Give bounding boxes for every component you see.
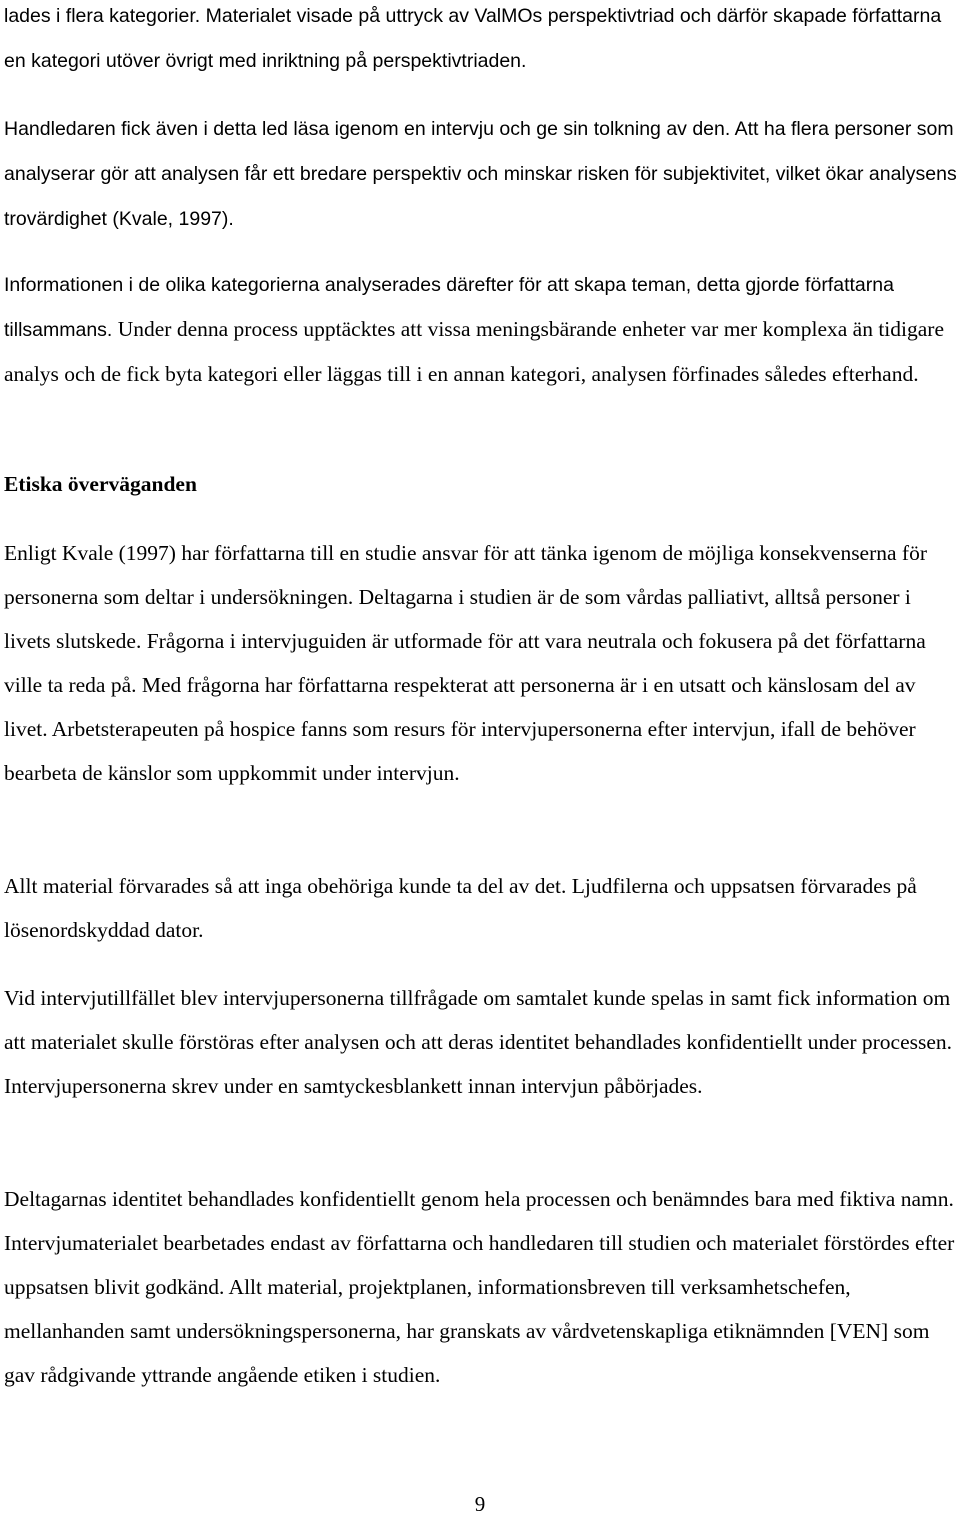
paragraph-supervisor — [4, 106, 958, 241]
paragraph-themes — [4, 262, 958, 396]
paragraph-confidentiality: Deltagarnas identitet behandlades konfidentiellt genom hela processen och benämndes bara med fiktiva namn. Intervjumaterialet bearbetades endast av författarna och handledaren till studien och materialet förstördes efter uppsatsen blivit godkänd. Allt material, projektplanen, informationsbreven till verksamhetschefen, mellanhanden samt undersökningspersonerna, har granskats av vårdvetenskapliga etiknämnden [VEN] som gav rådgivande yttrande angående etiken i studien. — [4, 1187, 955, 1387]
paragraph-supervisor-text: Handledaren fick även i detta led läsa igenom en intervju och ge sin tolkning av den. Att ha flera personer som analyserar gör att analysen får ett bredare perspektiv och minskar risken för subjektivitet, vilket ökar analysens trovärdighet (Kvale, 1997). — [4, 118, 957, 230]
paragraph-material-storage: Allt material förvarades så att inga obehöriga kunde ta del av det. Ljudfilerna och uppsatsen förvarades på lösenordskyddad dator. — [4, 874, 917, 942]
page-number: 9 — [474, 1492, 486, 1516]
paragraph-categories-text: lades i flera kategorier. Materialet visade på uttryck av ValMOs perspektivtriad och därför skapade författarna en kategori utöver övrigt med inriktning på perspektivtriaden. — [4, 5, 942, 72]
paragraph-interview-consent: Vid intervjutillfället blev intervjupersonerna tillfrågade om samtalet kunde spelas in samt fick information om att materialet skulle förstöras efter analysen och att deras identitet behandlades konfidentiellt under processen. Intervjupersonerna skrev under en samtyckesblankett innan intervjun påbörjades. — [4, 986, 953, 1098]
paragraph-themes-sans-text: Informationen i de olika kategorierna analyserades därefter för att skapa teman, detta gjorde författarna tillsammans. — [4, 274, 894, 341]
paragraph-themes-serif-text: Under denna process upptäcktes att vissa meningsbärande enheter var mer komplexa än tidigare analys och de fick byta kategori eller läggas till i en annan kategori, analysen förfinades således efterhand. — [4, 317, 944, 386]
section-heading-ethics: Etiska överväganden — [4, 472, 197, 496]
paragraph-categories — [4, 0, 958, 83]
paragraph-ethics-responsibility: Enligt Kvale (1997) har författarna till en studie ansvar för att tänka igenom de möjliga konsekvenserna för personerna som deltar i undersökningen. Deltagarna i studien är de som vårdas palliativt, alltså personer i livets slutskede. Frågorna i intervjuguiden är utformade för att vara neutrala och fokusera på det författarna ville ta reda på. Med frågorna har författarna respekterat att personerna är i en utsatt och känslosam del av livet. Arbetsterapeuten på hospice fanns som resurs för intervjupersonerna efter intervjun, ifall de behöver bearbeta de känslor som uppkommit under intervjun. — [4, 541, 927, 785]
